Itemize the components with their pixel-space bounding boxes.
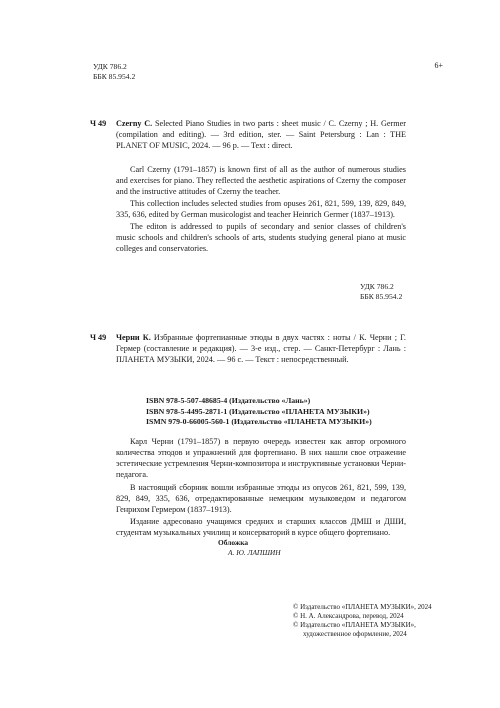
annotation-paragraph-2: This collection includes selected studies from opuses 261, 821, 599, 139, 829, 849, 335, 636, edited by German musicologist and teacher Heinrich Germer (1837–1913).	[116, 199, 406, 219]
bibliography-text: Избранные фортепианные этюды в двух частях : ноты / К. Черни ; Г. Гермер (составление и редакция). — 3-е изд., стер. — Санкт-Петербург : Лань : ПЛАНЕТА МУЗЫКИ, 2024. — 96 с. — Текст : непосредственный.	[116, 333, 406, 364]
bibliography-author: Черни К.	[116, 333, 151, 342]
bbk-code: ББК 85.954.2	[93, 71, 136, 81]
copyright-block	[293, 603, 432, 639]
cover-title: Обложка	[218, 538, 249, 547]
bibliographic-record	[116, 118, 406, 151]
isbn-line: ISBN 978-5-4495-2871-1 (Издательство «ПЛАНЕТА МУЗЫКИ»)	[146, 406, 370, 416]
bibliographic-record	[116, 332, 406, 365]
udk-block-top	[93, 62, 135, 81]
isbn-block	[146, 396, 372, 428]
annotation-paragraph-1: Carl Czerny (1791–1857) is known first of all as the author of numerous studies and exercises for piano. They reflected the aesthetic aspirations of Czerny the composer and the instructive attitudes of Czerny the teacher.	[116, 165, 406, 196]
udk-code: УДК 786.2	[93, 62, 127, 71]
annotation-paragraph-1: Карл Черни (1791–1857) в первую очередь известен как автор огромного количества этюдов и упражнений для фортепиано. В них нашли свое отражение эстетические устремления Черни-композитора и инструктивные установки Черни-педагога.	[116, 437, 406, 479]
copyright-line: © Издательство «ПЛАНЕТА МУЗЫКИ», 2024	[293, 603, 432, 611]
annotation-paragraph-3: Издание адресовано учащимся средних и старших классов ДМШ и ДШИ, студентам музыкальных училищ и консерваторий в курсе общего фортепиано.	[116, 517, 406, 537]
isbn-line: ISBN 978-5-507-48685-4 (Издательство «Лань»)	[146, 396, 311, 405]
cover-designer: А. Ю. ЛАПШИН	[228, 547, 281, 557]
ismn-line: ISMN 979-0-66005-560-1 (Издательство «ПЛАНЕТА МУЗЫКИ»)	[146, 417, 372, 427]
copyright-line: © Н. А. Александрова, перевод, 2024	[293, 611, 404, 620]
annotation-paragraph-3: The editon is addressed to pupils of secondary and senior classes of children's music schools and children's schools of arts, students studying general piano at music colleges and conservatories.	[116, 222, 406, 253]
bibliography-text: Selected Piano Studies in two parts : sheet music / C. Czerny ; H. Germer (compilation and editing). — 3rd edition, ster. — Saint Petersburg : Lan : THE PLANET OF MUSIC, 2024. — 96 p. — Text : direct.	[116, 119, 406, 150]
english-entry	[90, 118, 406, 253]
copyright-line: © Издательство «ПЛАНЕТА МУЗЫКИ»,	[293, 620, 416, 629]
udk-code: УДК 786.2	[360, 282, 394, 291]
bibliography-author: Czerny C.	[116, 119, 153, 128]
russian-entry	[90, 332, 406, 365]
author-sign-code: Ч 49	[90, 333, 107, 342]
udk-block-mid	[360, 282, 402, 301]
annotation-paragraph-2: В настоящий сборник вошли избранные этюды из опусов 261, 821, 599, 139, 829, 849, 335, 636, отредактированные немецким музыковедом и педагогом Генрихом Гермером (1837–1913).	[116, 483, 406, 514]
copyright-line: художественное оформление, 2024	[303, 629, 407, 638]
bbk-code: ББК 85.954.2	[360, 291, 403, 301]
cover-credit	[218, 538, 281, 557]
author-sign-code: Ч 49	[90, 119, 107, 128]
age-rating: 6+	[434, 61, 443, 70]
